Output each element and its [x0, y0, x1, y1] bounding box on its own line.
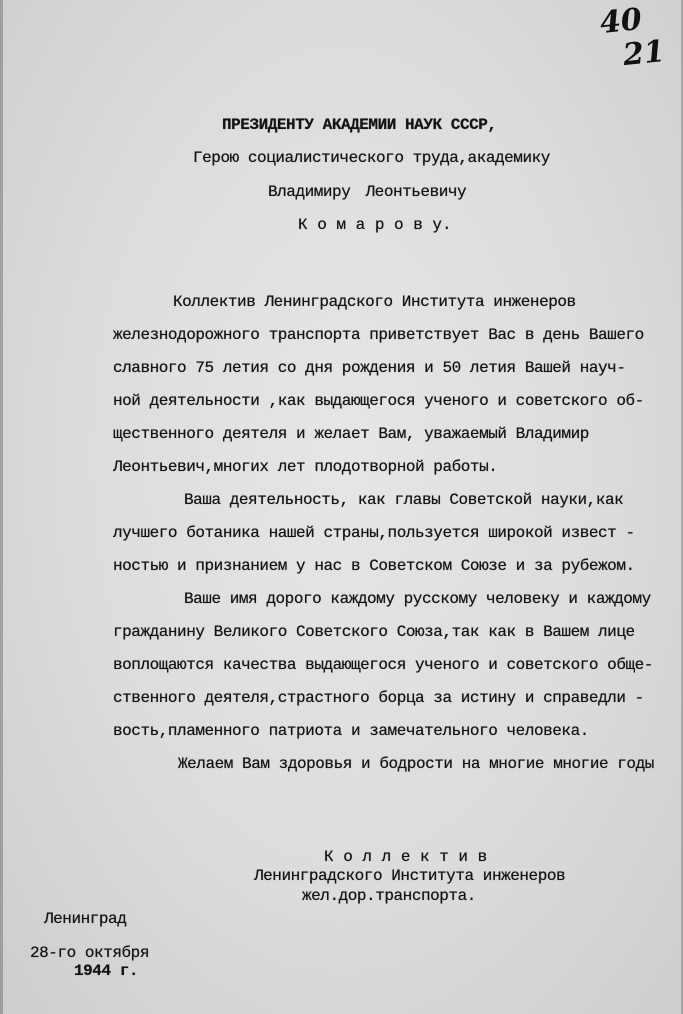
- body-line-9: ностью и признанием у нас в Советском Союзе и за рубежом.: [113, 557, 635, 575]
- body-line-2: железнодорожного транспорта приветствует Вас в день Вашего: [113, 326, 644, 344]
- place-city: Ленинград: [44, 910, 127, 928]
- body-line-3: славного 75 летия со дня рождения и 50 летия Вашей науч-: [113, 359, 626, 377]
- body-line-4: ной деятельности ,как выдающегося ученого и советского об-: [113, 392, 644, 410]
- addressee-line-3: Владимиру Леонтьевичу: [268, 183, 467, 201]
- body-line-1: Коллектив Ленинградского Института инженеров: [173, 293, 576, 311]
- body-line-15: Желаем Вам здоровья и бодрости на многие многие годы: [178, 755, 654, 773]
- body-line-8: лучшего ботаника нашей страны,пользуется широкой извест -: [113, 524, 635, 542]
- archive-number-bottom: 21: [621, 33, 667, 74]
- date-day-month: 28-го октября: [30, 944, 149, 962]
- body-line-11: гражданину Великого Советского Союза,так как в Вашем лице: [113, 623, 635, 641]
- body-line-7: Ваша деятельность, как главы Советской науки,как: [184, 491, 624, 509]
- body-line-10: Ваше имя дорого каждому русскому человеку и каждому: [184, 590, 651, 608]
- body-line-14: вость,пламенного патриота и замечательного человека.: [113, 722, 589, 740]
- signature-line-1: К о л л е к т и в: [324, 848, 488, 866]
- date-year: 1944 г.: [74, 962, 139, 980]
- body-line-6: Леонтьевич,многих лет плодотворной работы.: [113, 458, 498, 476]
- addressee-line-4: К о м а р о в у.: [298, 216, 452, 234]
- body-line-13: ственного деятеля,страстного борца за истину и справедли -: [113, 689, 644, 707]
- archive-number-top: 40: [598, 1, 644, 42]
- body-line-5: щественного деятеля и желает Вам, уважаемый Владимир: [113, 425, 589, 443]
- signature-line-2: Ленинградского Института инженеров: [254, 867, 566, 885]
- signature-line-3: жел.дор.транспорта.: [302, 887, 476, 905]
- scan-edge-left: [0, 0, 3, 1014]
- addressee-line-1: ПРЕЗИДЕНТУ АКАДЕМИИ НАУК СССР,: [222, 116, 497, 134]
- body-line-12: воплощаются качества выдающегося ученого и советского обще-: [113, 656, 653, 674]
- addressee-line-2: Герою социалистического труда,академику: [193, 149, 550, 167]
